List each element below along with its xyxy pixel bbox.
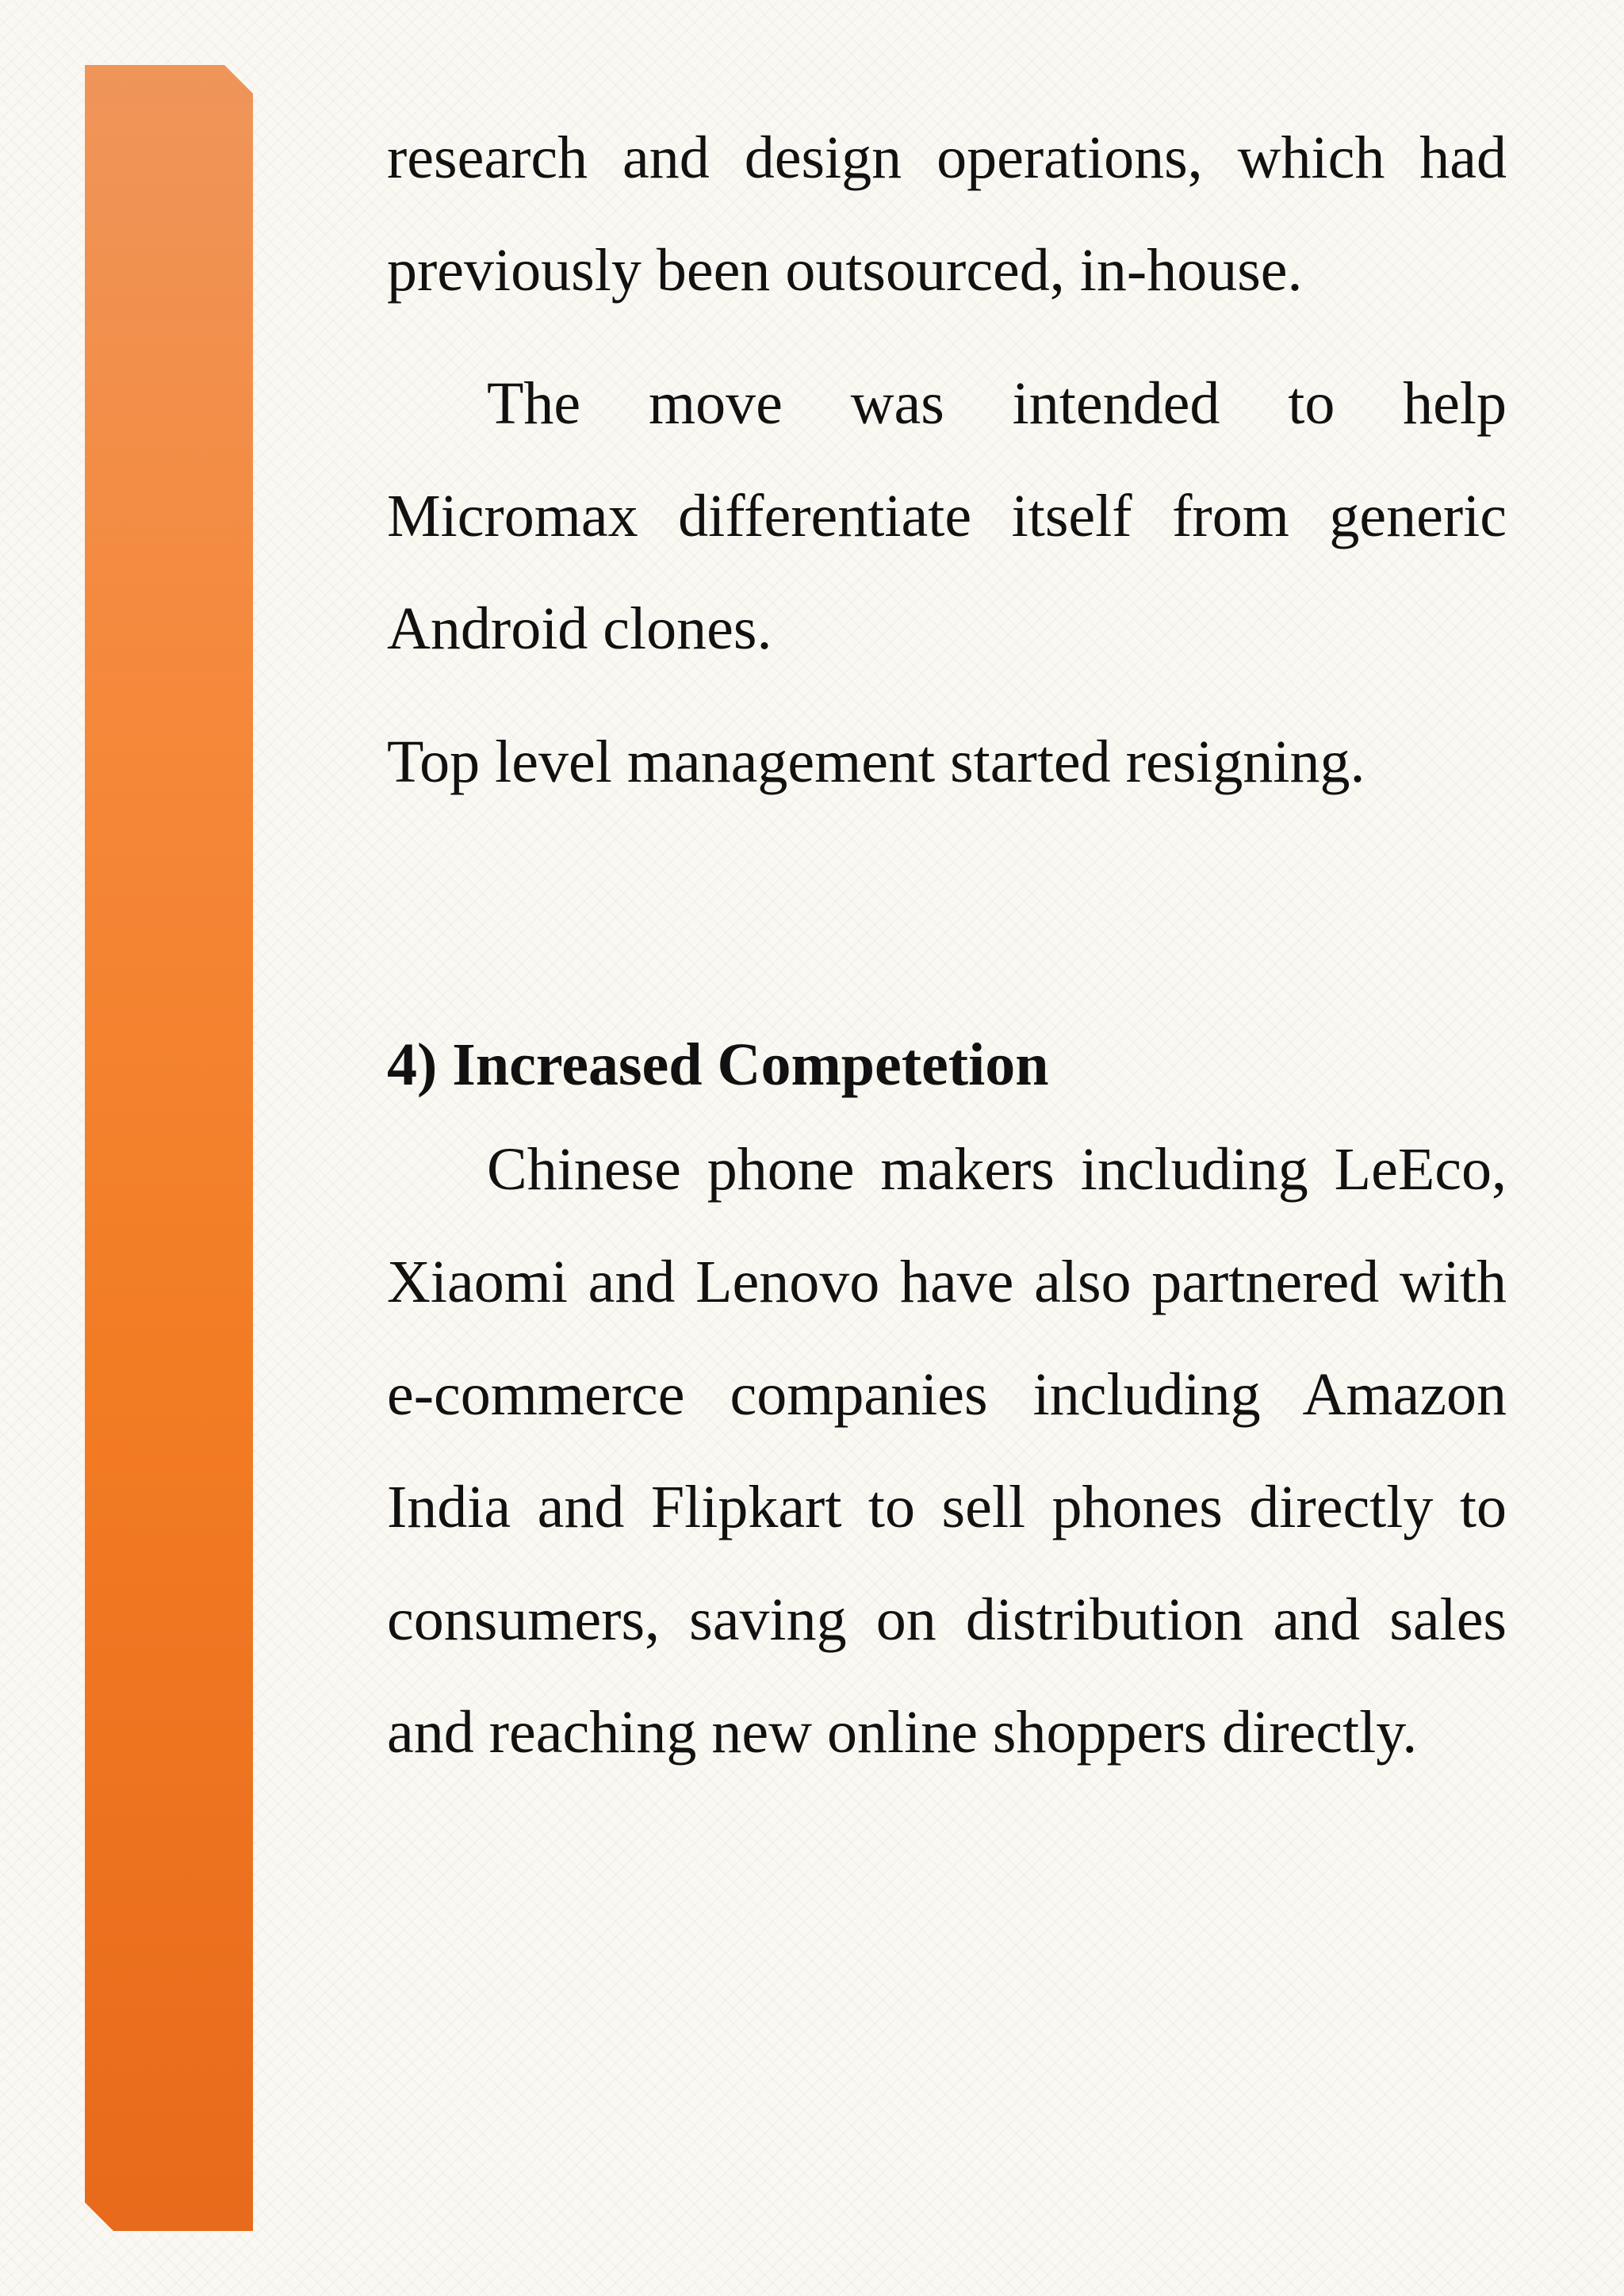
section-heading: 4) Increased Competetion (387, 1031, 1049, 1098)
paragraph-management: Top level management started resigning. (387, 729, 1365, 795)
paragraph-continuation: research and design operations, which had previously been outsourced, in-house. (387, 124, 1507, 304)
decorative-side-bar (85, 65, 253, 2231)
paragraph-differentiation: The move was intended to help Micromax differentiate itself from generic Android clones. (387, 370, 1507, 662)
section-body: Chinese phone makers including LeEco, Xiaomi and Lenovo have also partnered with e-commerce companies including Amazon India and Flipkart to sell phones directly to consumers, saving on distribution and sales and reaching new online shoppers directly. (387, 1136, 1507, 1766)
page-content (387, 101, 1507, 1789)
